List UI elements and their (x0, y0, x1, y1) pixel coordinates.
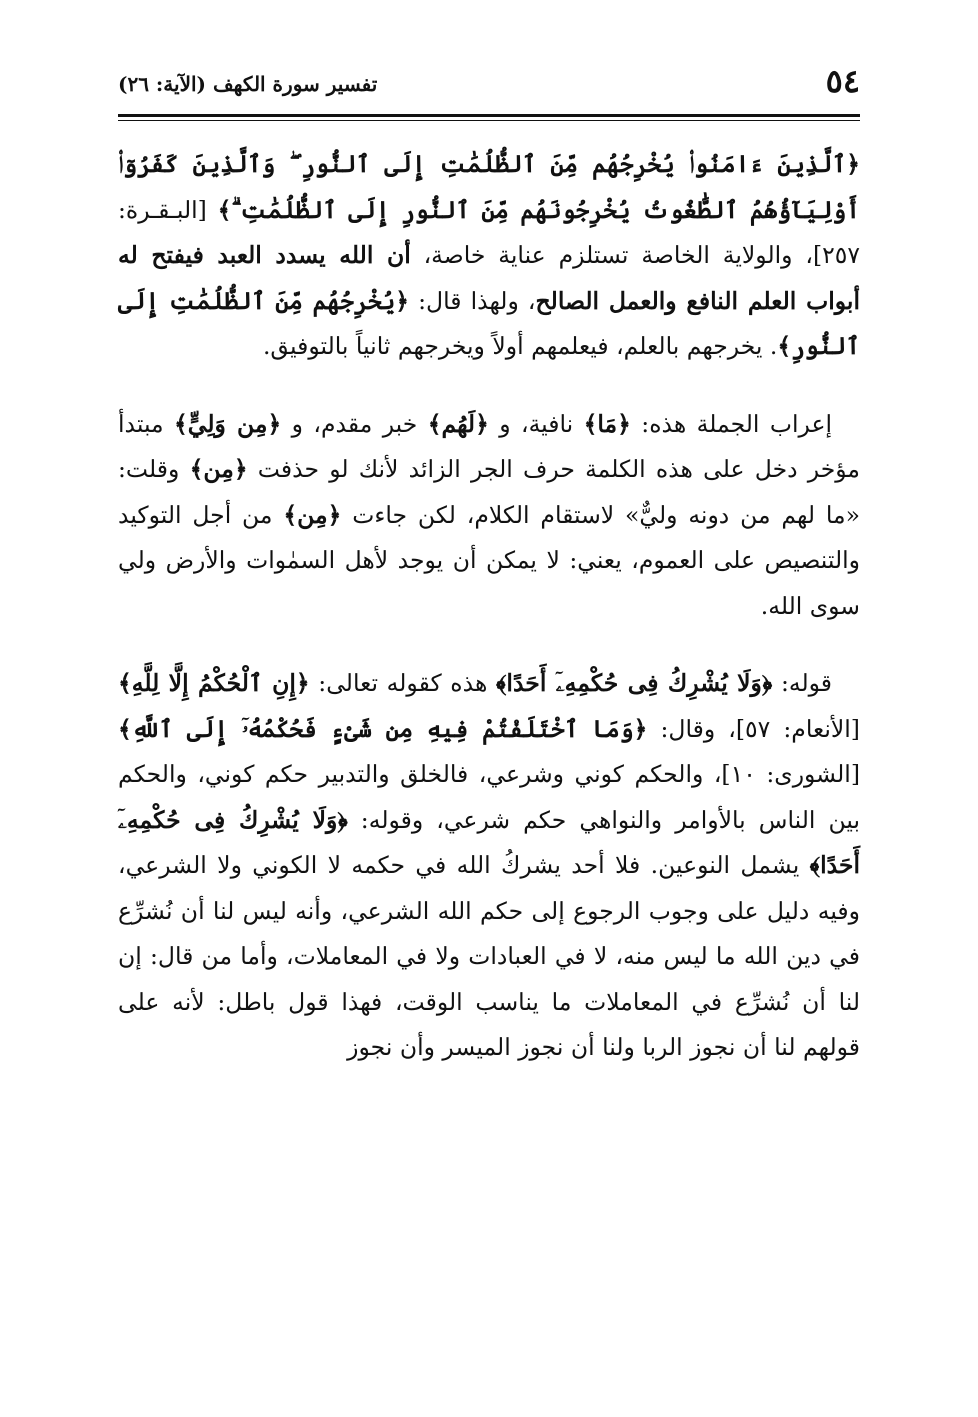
paragraph-3 (118, 661, 860, 1071)
text-span: قوله: (772, 669, 832, 697)
text-span: وقلت: «ما لهم من دونه وليٌّ» لاستقام الكلام، لكن جاءت (118, 455, 860, 529)
text-span: إعراب الجملة هذه: (630, 409, 833, 438)
quran-verse: ﴿وَلَا يُشْرِكُ فِى حُكْمِهِۦٓ أَحَدًا﴾ (118, 805, 860, 879)
running-title: تفسير سورة الكهف (الآية: ٢٦) (118, 72, 378, 96)
header-rule-thick (118, 114, 860, 117)
text-span: خبر مقدم، و (281, 409, 428, 438)
paragraph-1 (118, 142, 860, 370)
quran-word: ﴿مِن﴾ (189, 455, 248, 483)
text-span: نافية، و (488, 409, 584, 438)
quran-word: ﴿مَا﴾ (583, 409, 631, 438)
bold-text: أن الله يسدد العبد فيفتح له أبواب العلم النافع والعمل الصالح (118, 241, 860, 315)
body-text (118, 142, 860, 1071)
header-rule-thin (118, 120, 860, 121)
text-span: [البـقـرة: ٢٥٧]، والولاية الخاصة تستلزم عناية خاصة، (118, 195, 860, 269)
quran-verse: ﴿ٱلَّذِينَ ءَامَنُوا۟ يُخْرِجُهُم مِّنَ ٱلظُّلُمَٰتِ إِلَى ٱلنُّورِ ۖ وَٱلَّذِينَ كَفَرُوٓا۟ أَوْلِيَآؤُهُمُ ٱلطَّٰغُوتُ يُخْرِجُونَهُم مِّنَ ٱلنُّورِ إِلَى ٱلظُّلُمَٰتِ ۗ﴾ (118, 150, 861, 224)
quran-verse: ﴿وَلَا يُشْرِكُ فِى حُكْمِهِۦٓ أَحَدًا﴾ (496, 669, 773, 697)
text-span: [الأنعام: ٥٧]، وقال: (647, 714, 860, 743)
text-span: . يخرجهم بالعلم، فيعلمهم أولاً ويخرجهم ثانياً بالتوفيق. (262, 332, 778, 360)
quran-verse: ﴿وَمَا ٱخْتَلَفْتُمْ فِيهِ مِن شَىْءٍ فَحُكْمُهُۥٓ إِلَى ٱللَّهِ﴾ (118, 714, 648, 743)
text-span: [الشورى: ١٠]، والحكم كوني وشرعي، فالخلق والتدبير حكم كوني، والحكم بين الناس بالأوامر والنواهي حكم شرعي، وقوله: (118, 760, 861, 834)
text-span: هذه كقوله تعالى: (309, 669, 497, 697)
quran-verse: ﴿يُخْرِجُهُم مِّنَ ٱلظُّلُمَٰتِ إِلَى ٱلنُّورِ﴾ (118, 286, 860, 360)
text-span: من أجل التوكيد والتنصيص على العموم، يعني: لا يمكن أن يوجد لأهل السمٰوات والأرض ولي سوى الله. (118, 500, 860, 620)
page-header (118, 62, 860, 108)
paragraph-2 (118, 402, 860, 630)
quran-word: ﴿مِن﴾ (283, 500, 342, 529)
quran-verse: ﴿إِنِ ٱلْحُكْمُ إِلَّا لِلَّهِ﴾ (118, 669, 310, 697)
text-span: ، ولهذا قال: (409, 286, 536, 315)
text-span: مبتدأ مؤخر دخل على هذه الكلمة حرف الجر الزائد لأنك لو حذفت (118, 409, 860, 483)
text-span: يشمل النوعين. فلا أحد يشركُ الله في حكمه لا الكوني ولا الشرعي، وفيه دليل على وجوب الرجوع إلى حكم الله الشرعي، وأنه ليس لنا أن نُشرِّع في دين الله ما ليس منه، لا في العبادات ولا في المعاملات، وأما من قال: إن لنا أن نُشرِّع في المعاملات ما يناسب الوقت، فهذا قول باطل: لأنه على قولهم لنا أن نجوز الربا ولنا أن نجوز الميسر وأن نجوز (118, 851, 860, 1061)
quran-word: ﴿لَهُم﴾ (427, 409, 489, 438)
page-number: ٥٤ (825, 62, 860, 100)
quran-word: ﴿مِن وَلِيٍّ﴾ (174, 409, 282, 438)
